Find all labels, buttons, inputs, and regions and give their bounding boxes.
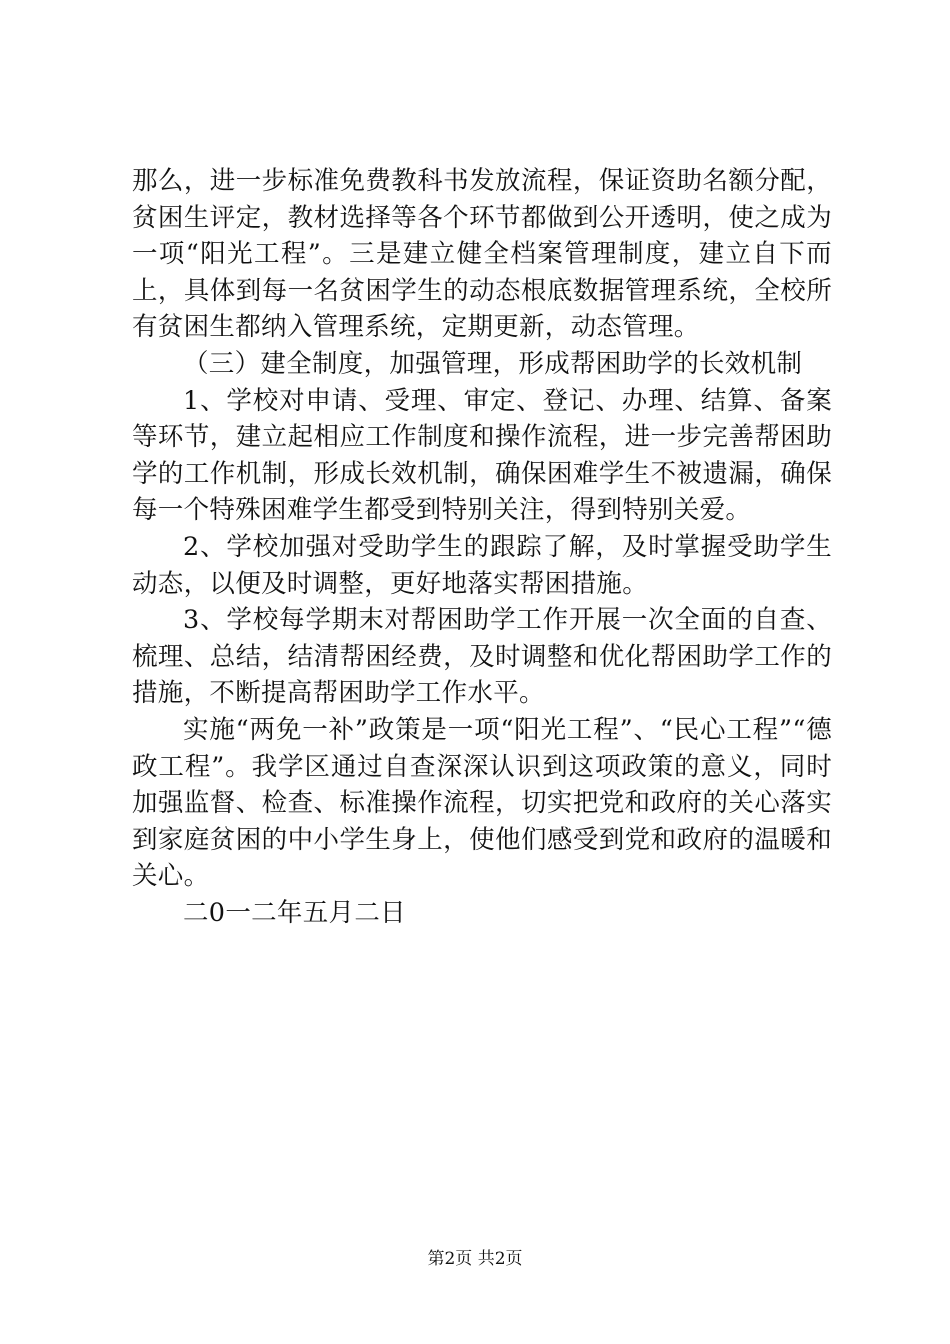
- paragraph-conclusion: 实施“两免一补”政策是一项“阳光工程”、“民心工程”“德政工程”。我学区通过自查深深认识到这项政策的意义，同时加强监督、检查、标准操作流程，切实把党和政府的关心落实到家庭贫困的中小学生身上，使他们感受到党和政府的温暖和关心。: [132, 714, 832, 892]
- paragraph-item-2: 2、学校加强对受助学生的跟踪了解，及时掌握受助学生动态，以便及时调整，更好地落实帮困措施。: [132, 531, 832, 599]
- paragraph-item-1: 1、学校对申请、受理、审定、登记、办理、结算、备案等环节，建立起相应工作制度和操作流程，进一步完善帮困助学的工作机制，形成长效机制，确保困难学生不被遗漏，确保每一个特殊困难学生都受到特别关注，得到特别关爱。: [132, 385, 832, 526]
- section-heading-three: （三）建全制度，加强管理，形成帮困助学的长效机制: [183, 348, 803, 379]
- paragraph-item-3: 3、学校每学期末对帮困助学工作开展一次全面的自查、梳理、总结，结清帮困经费，及时调整和优化帮困助学工作的措施，不断提高帮困助学工作水平。: [132, 605, 832, 709]
- document-body: [132, 163, 832, 931]
- document-date: 二0一二年五月二日: [183, 897, 406, 928]
- page-number-footer: 第2页 共2页: [427, 1249, 523, 1269]
- paragraph-continuation: 那么，进一步标准免费教科书发放流程，保证资助名额分配，贫困生评定，教材选择等各个环节都做到公开透明，使之成为一项“阳光工程”。三是建立健全档案管理制度，建立自下而上，具体到每一名贫困学生的动态根底数据管理系统，全校所有贫困生都纳入管理系统，定期更新，动态管理。: [132, 166, 832, 343]
